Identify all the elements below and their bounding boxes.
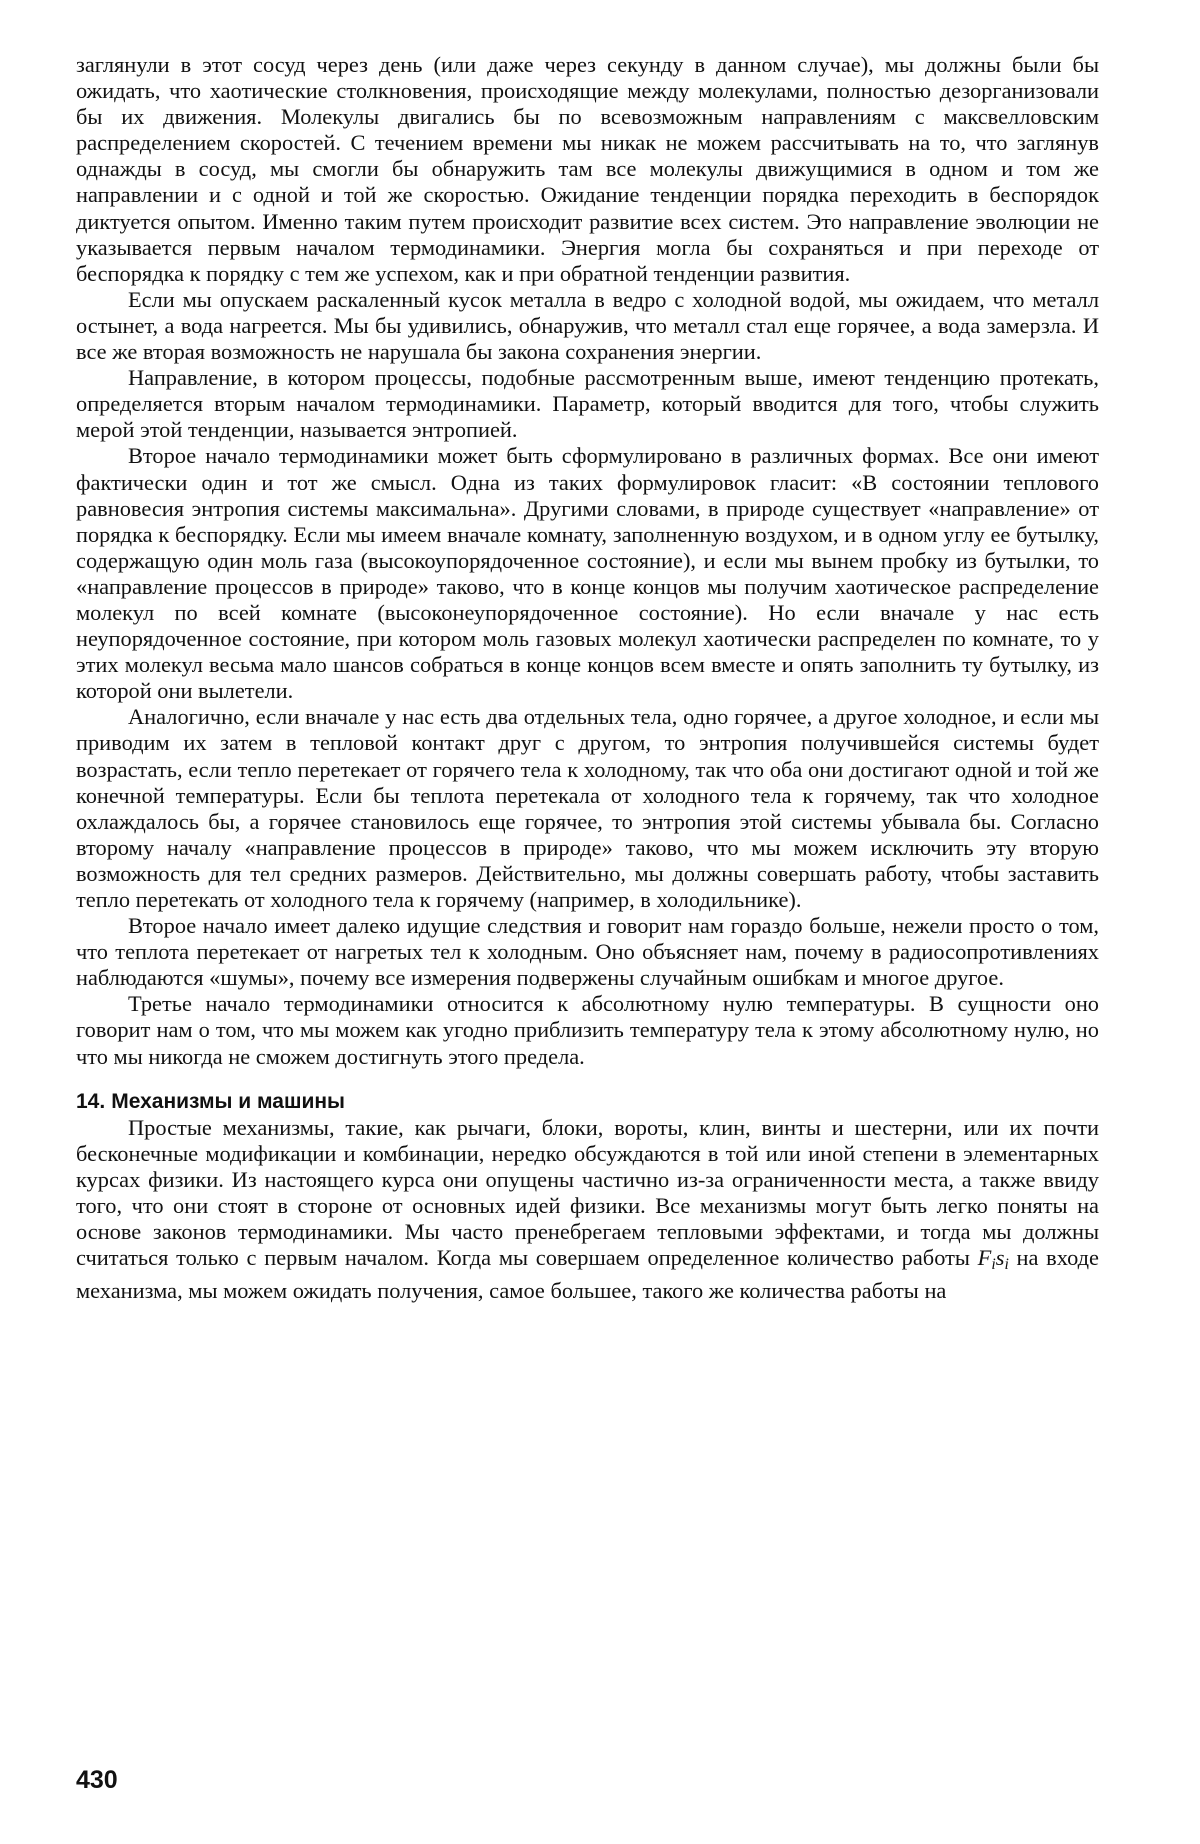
paragraph-8-text-start: Простые механизмы, такие, как рычаги, блоки, вороты, клин, винты и шестерни, или их почти бесконечные модификации и комбинации, нередко обсуждаются в той или иной степени в элементарных курсах физики. Из настоящего курса они опущены частично из-за ограниченности места, а также ввиду того, что они стоят в стороне от основных идей физики. Все механизмы могут быть легко поняты на основе законов термодинамики. Мы часто пренебрегаем тепловыми эффектами, и тогда мы должны считаться только с первым началом. Когда мы совершаем определенное количество работы xyxy=(76,1114,1099,1271)
paragraph-8-text-end: на входе механизма, мы можем ожидать получения, самое большее, такого же количества работы на xyxy=(76,1245,1099,1304)
paragraph-6: Второе начало имеет далеко идущие следствия и говорит нам гораздо больше, нежели просто о том, что теплота перетекает от нагретых тел к холодным. Оно объясняет нам, почему в радиосопротивлениях наблюдаются «шумы», почему все измерения подвержены случайным ошибкам и многое другое. xyxy=(76,913,1099,991)
page-number: 430 xyxy=(76,1766,118,1794)
paragraph-2: Если мы опускаем раскаленный кусок металла в ведро с холодной водой, мы ожидаем, что металл остынет, а вода нагреется. Мы бы удивились, обнаружив, что металл стал еще горячее, а вода замерзла. И все же вторая возможность не нарушала бы закона сохранения энергии. xyxy=(76,286,1099,365)
formula-distance-index: i xyxy=(1004,1256,1009,1274)
paragraph-4: Второе начало термодинамики может быть сформулировано в различных формах. Все они имеют фактически один и тот же смысл. Одна из таких формулировок гласит: «В состоянии теплового равновесия энтропия системы максимальна». Другими словами, в природе существует «направление» от порядка к беспорядку. Если мы имеем вначале комнату, заполненную воздухом, и в одном углу ее бутылку, содержащую один моль газа (высокоупорядоченное состояние), и если мы вынем пробку из бутылки, то «направление процессов в природе» таково, что в конце концов мы получим хаотическое распределение молекул по всей комнате (высоконеупорядоченное состояние). Но если вначале у нас есть неупорядоченное состояние, при котором моль газовых молекул хаотически распределен по комнате, то у этих молекул весьма мало шансов собраться в конце концов всем вместе и опять заполнить ту бутылку, из которой они вылетели. xyxy=(76,443,1099,704)
formula-work xyxy=(977,1245,1009,1274)
paragraph-1: заглянули в этот сосуд через день (или даже через секунду в данном случае), мы должны были бы ожидать, что хаотические столкновения, происходящие между молекулами, полностью дезорганизовали бы их движения. Молекулы двигались бы по всевозможным направлениям с максвелловским распределением скоростей. С течением времени мы никак не можем рассчитывать на то, что заглянув однажды в сосуд, мы смогли бы обнаружить там все молекулы движущимися в одном и том же направлении и с одной и той же скоростью. Ожидание тенденции порядка переходить в беспорядок диктуется опытом. Именно таким путем происходит развитие всех систем. Это направление эволюции не указывается первым началом термодинамики. Энергия могла бы сохраняться и при переходе от беспорядка к порядку с тем же успехом, как и при обратной тенденции развития. xyxy=(76,52,1099,286)
section-number: 14. xyxy=(76,1089,106,1113)
formula-force: F xyxy=(977,1245,992,1271)
formula-force-index: i xyxy=(991,1256,996,1274)
paragraph-8 xyxy=(76,1115,1099,1305)
formula-distance: s xyxy=(995,1245,1005,1271)
section-heading xyxy=(76,1089,1099,1115)
paragraph-7: Третье начало термодинамики относится к абсолютному нулю температуры. В сущности оно говорит нам о том, что мы можем как угодно приблизить температуру тела к этому абсолютному нулю, но что мы никогда не сможем достигнуть этого предела. xyxy=(76,991,1099,1069)
section-title: Механизмы и машины xyxy=(111,1089,345,1113)
paragraph-3: Направление, в котором процессы, подобные рассмотренным выше, имеют тенденцию протекать, определяется вторым началом термодинамики. Параметр, который вводится для того, чтобы служить мерой этой тенденции, называется энтропией. xyxy=(76,365,1099,443)
paragraph-5: Аналогично, если вначале у нас есть два отдельных тела, одно горячее, а другое холодное, и если мы приводим их затем в тепловой контакт друг с другом, то энтропия получившейся системы будет возрастать, если тепло перетекает от горячего тела к холодному, так что оба они достигают одной и той же конечной температуры. Если бы теплота перетекала от холодного тела к горячему, так что холодное охлаждалось бы, а горячее становилось еще горячее, то энтропия этой системы убывала бы. Согласно второму началу «направление процессов в природе» таково, что мы можем исключить эту вторую возможность для тел средних размеров. Действительно, мы должны совершать работу, чтобы заставить тепло перетекать от холодного тела к горячему (например, в холодильнике). xyxy=(76,704,1099,912)
page-text-column xyxy=(76,52,1099,1304)
